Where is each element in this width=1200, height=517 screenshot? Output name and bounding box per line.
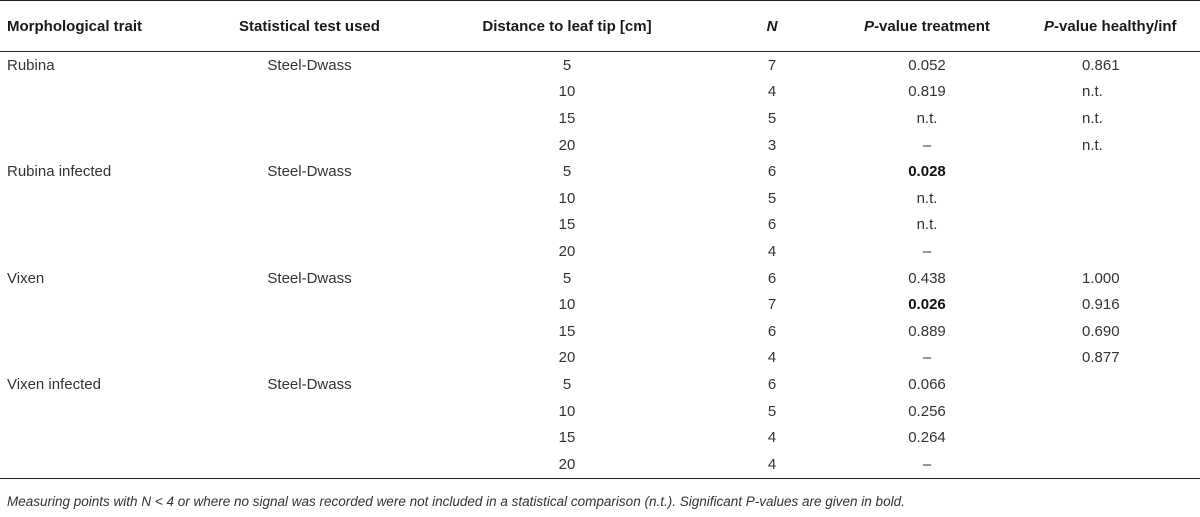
cell-n: 5 [767, 189, 777, 207]
cell-n: 4 [722, 451, 822, 478]
table-row [0, 212, 1200, 239]
cell-p-value-treatment: – [922, 136, 932, 154]
cell-statistical-test [207, 212, 412, 239]
cell-p-value-healthy-inf [1032, 451, 1200, 478]
table-row [0, 318, 1200, 345]
cell-distance: 5 [562, 163, 572, 181]
cell-n: 5 [767, 402, 777, 420]
cell-distance: 15 [558, 322, 576, 340]
cell-statistical-test [207, 238, 412, 265]
cell-morphological-trait [0, 424, 207, 451]
cell-p-value-healthy-inf [1032, 238, 1200, 265]
table-row [0, 52, 1200, 79]
cell-n: 4 [767, 242, 777, 260]
table-row [0, 158, 1200, 185]
table-row [0, 105, 1200, 132]
header-p-value-healthy-inf [1032, 1, 1200, 52]
table-footnote: Measuring points with N < 4 or where no signal was recorded were not included in a statistical comparison (n.t.). Significant P-values are given in bold. [7, 494, 905, 509]
cell-p-value-healthy-inf [1032, 185, 1200, 212]
cell-distance: 15 [558, 429, 576, 447]
cell-statistical-test [207, 185, 412, 212]
cell-p-value-treatment: – [922, 349, 932, 367]
cell-morphological-trait [0, 79, 207, 106]
cell-p-value-treatment: 0.052 [908, 56, 946, 74]
header-p-health-italic: P [1044, 17, 1055, 35]
cell-p-value-healthy-inf: 0.916 [1082, 296, 1120, 314]
cell-distance: 15 [558, 109, 576, 127]
table-header [0, 1, 1200, 52]
cell-statistical-test [207, 398, 412, 425]
cell-statistical-test: Steel-Dwass [267, 375, 352, 393]
table-row [0, 371, 1200, 398]
cell-p-value-healthy-inf [1032, 212, 1200, 239]
cell-morphological-trait [0, 291, 207, 318]
table-row [0, 424, 1200, 451]
cell-morphological-trait [0, 318, 207, 345]
cell-n: 4 [767, 83, 777, 101]
cell-statistical-test [207, 132, 412, 159]
table-row [0, 398, 1200, 425]
cell-distance: 20 [558, 136, 576, 154]
cell-distance: 20 [558, 349, 576, 367]
cell-n: 4 [767, 429, 777, 447]
cell-p-value-healthy-inf [1032, 371, 1200, 398]
cell-morphological-trait: Rubina infected [7, 163, 112, 181]
cell-p-value-healthy-inf: n.t. [1082, 136, 1103, 154]
cell-distance: 5 [562, 269, 572, 287]
cell-statistical-test [207, 318, 412, 345]
cell-p-value-treatment: 0.026 [908, 296, 946, 314]
table-row [0, 185, 1200, 212]
cell-morphological-trait [0, 212, 207, 239]
cell-p-value-healthy-inf: 0.877 [1082, 349, 1120, 367]
cell-morphological-trait [0, 398, 207, 425]
cell-distance: 5 [562, 56, 572, 74]
cell-p-value-healthy-inf: 1.000 [1082, 269, 1120, 287]
cell-morphological-trait [0, 185, 207, 212]
cell-n: 6 [767, 216, 777, 234]
cell-p-value-treatment: n.t. [916, 189, 938, 207]
cell-statistical-test [207, 291, 412, 318]
cell-morphological-trait [0, 451, 207, 478]
cell-n: 4 [767, 349, 777, 367]
cell-n: 6 [767, 163, 777, 181]
header-row [0, 1, 1200, 52]
cell-statistical-test [207, 79, 412, 106]
cell-n: 5 [767, 109, 777, 127]
cell-n: 6 [767, 322, 777, 340]
cell-morphological-trait: Vixen [7, 269, 45, 287]
cell-statistical-test: Steel-Dwass [267, 269, 352, 287]
cell-distance: 20 [412, 451, 722, 478]
table-body [0, 52, 1200, 479]
cell-morphological-trait [0, 238, 207, 265]
table-row [0, 345, 1200, 372]
cell-p-value-healthy-inf: 0.690 [1082, 322, 1120, 340]
cell-p-value-treatment: 0.028 [908, 163, 946, 181]
cell-n: 7 [767, 56, 777, 74]
header-statistical-test: Statistical test used [207, 1, 412, 52]
cell-p-value-treatment: n.t. [916, 109, 938, 127]
cell-p-value-healthy-inf: 0.861 [1082, 56, 1120, 74]
cell-distance: 20 [558, 242, 576, 260]
cell-morphological-trait: Vixen infected [7, 375, 101, 393]
cell-distance: 15 [558, 216, 576, 234]
cell-p-value-healthy-inf: n.t. [1082, 83, 1103, 101]
table-row [0, 238, 1200, 265]
cell-p-value-healthy-inf: n.t. [1082, 109, 1103, 127]
cell-p-value-treatment: 0.066 [908, 375, 946, 393]
cell-p-value-treatment: – [922, 242, 932, 260]
cell-n: 6 [767, 375, 777, 393]
cell-distance: 5 [562, 375, 572, 393]
cell-p-value-healthy-inf [1032, 158, 1200, 185]
cell-distance: 10 [558, 402, 576, 420]
table-row [0, 79, 1200, 106]
cell-distance: 10 [558, 296, 576, 314]
cell-p-value-healthy-inf [1032, 424, 1200, 451]
header-n [722, 1, 822, 52]
cell-distance: 10 [558, 83, 576, 101]
cell-morphological-trait: Rubina [7, 56, 55, 74]
header-p-treatment-rest: -value treatment [874, 17, 990, 35]
header-n-label: N [766, 17, 778, 35]
table-row [0, 451, 1200, 478]
cell-p-value-treatment: 0.819 [908, 83, 946, 101]
header-p-health-rest: -value healthy/inf [1054, 17, 1177, 35]
table-row [0, 291, 1200, 318]
cell-n: 7 [767, 296, 777, 314]
header-p-treatment-italic: P [864, 17, 875, 35]
cell-p-value-treatment: 0.438 [908, 269, 946, 287]
cell-statistical-test [207, 451, 412, 478]
cell-p-value-treatment: 0.256 [908, 402, 946, 420]
cell-p-value-treatment: 0.264 [908, 429, 946, 447]
table-row [0, 265, 1200, 292]
cell-p-value-treatment: 0.889 [908, 322, 946, 340]
header-distance-to-leaf-tip: Distance to leaf tip [cm] [412, 1, 722, 52]
cell-n: 3 [767, 136, 777, 154]
cell-p-value-healthy-inf [1032, 398, 1200, 425]
cell-statistical-test [207, 424, 412, 451]
cell-p-value-treatment: – [822, 451, 1032, 478]
cell-morphological-trait [0, 105, 207, 132]
header-morphological-trait: Morphological trait [0, 1, 207, 52]
cell-statistical-test: Steel-Dwass [267, 56, 352, 74]
cell-distance: 10 [558, 189, 576, 207]
cell-statistical-test: Steel-Dwass [267, 163, 352, 181]
cell-n: 6 [767, 269, 777, 287]
cell-statistical-test [207, 105, 412, 132]
table-row [0, 132, 1200, 159]
cell-morphological-trait [0, 132, 207, 159]
cell-p-value-treatment: n.t. [916, 216, 938, 234]
header-p-value-treatment [822, 1, 1032, 52]
cell-statistical-test [207, 345, 412, 372]
cell-morphological-trait [0, 345, 207, 372]
